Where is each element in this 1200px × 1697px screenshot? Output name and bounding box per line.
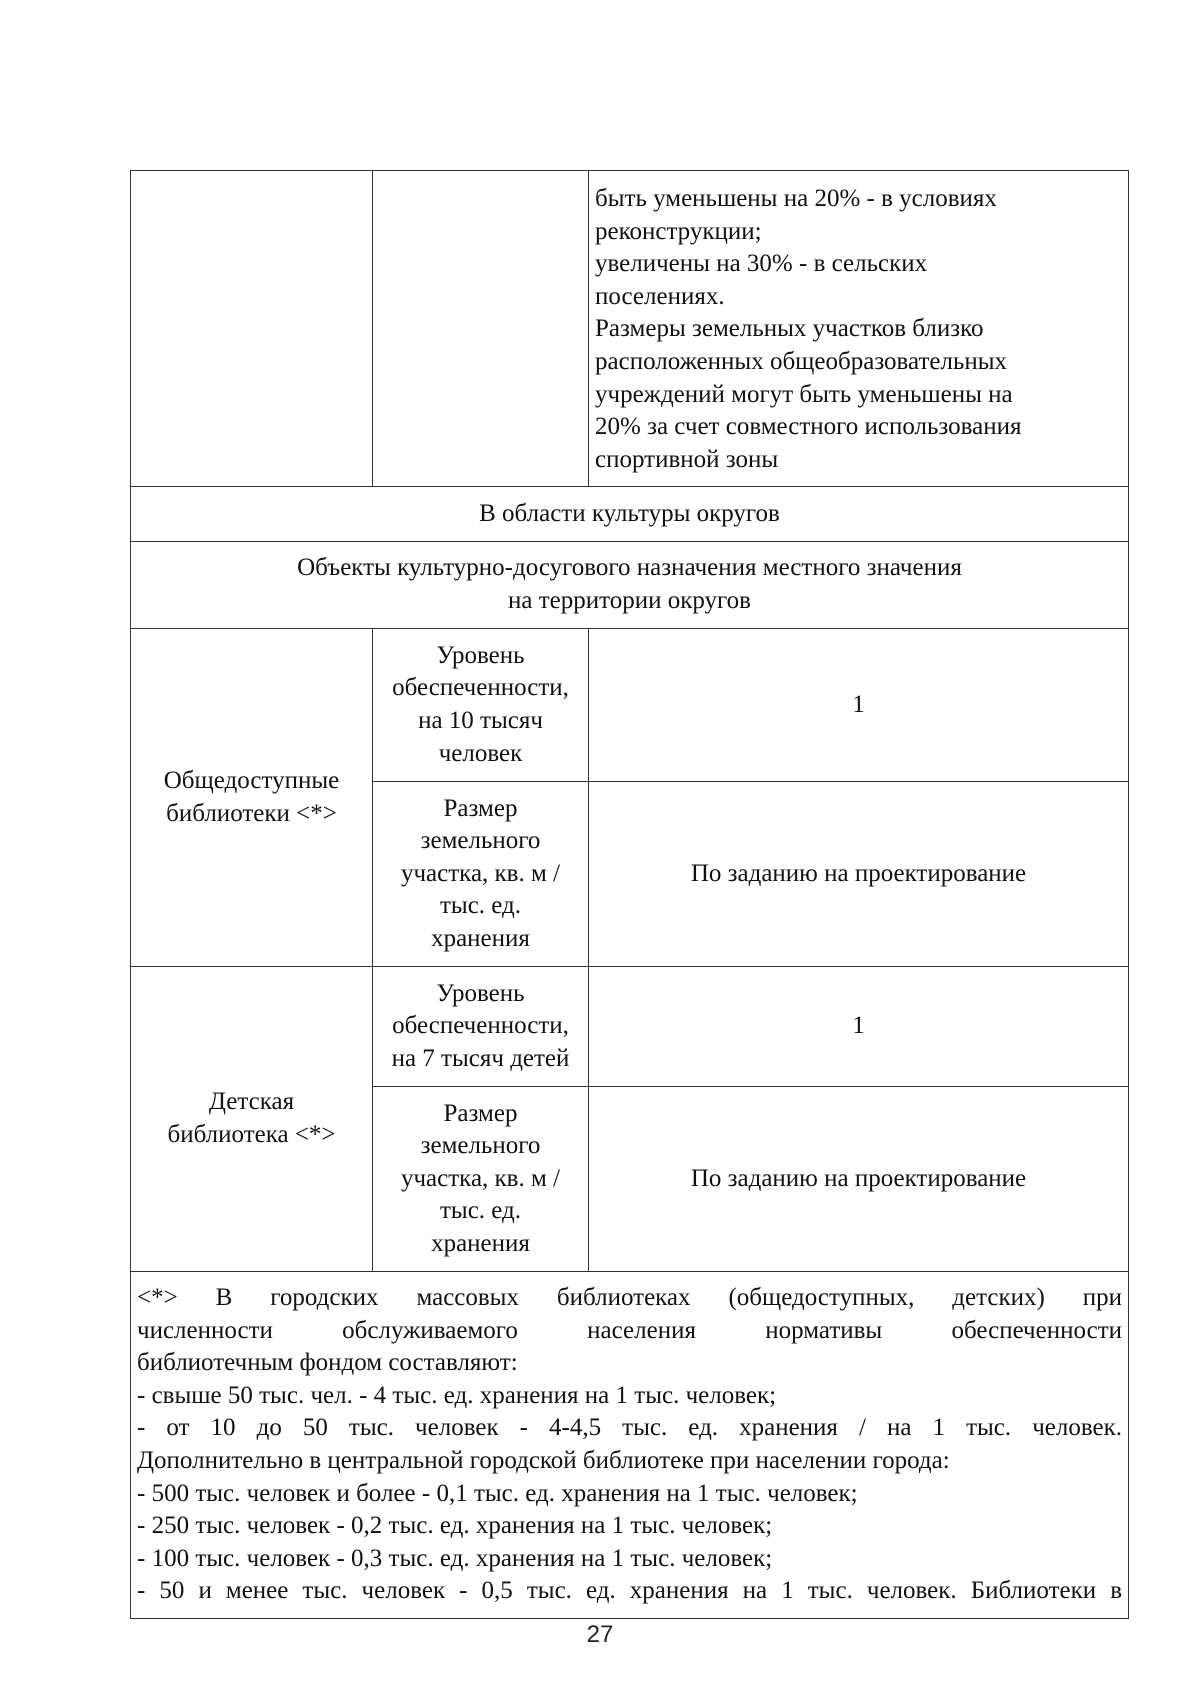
param-line: тыс. ед. (439, 1197, 522, 1225)
children-library-name (131, 967, 373, 1272)
public-library-row-1 (131, 629, 1129, 782)
footnote-line: Дополнительно в центральной городской библиотеке при населении города: (137, 1447, 950, 1474)
continuation-text-cell (589, 171, 1129, 487)
section-heading: В области культуры округов (131, 487, 1129, 542)
footnote-line: численности обслуживаемого населения нормативы обеспеченности (137, 1316, 1122, 1344)
empty-cell (131, 171, 373, 487)
param-line: Уровень (436, 641, 525, 669)
heading-line: на территории округов (508, 587, 751, 614)
text-line: быть уменьшены на 20% - в условиях (595, 185, 997, 212)
public-library-param-provision (373, 629, 589, 782)
text-line: поселениях. (595, 282, 725, 310)
name-line: библиотека <*> (167, 1121, 336, 1148)
param-line: тыс. ед. (439, 892, 522, 920)
subsection-heading-row (131, 542, 1129, 629)
footnote-line: - 250 тыс. человек - 0,2 тыс. ед. хранения на 1 тыс. человек; (137, 1512, 773, 1540)
children-library-param-land (373, 1087, 589, 1272)
param-line: Уровень (436, 979, 525, 1007)
empty-cell (373, 171, 589, 487)
name-line: Общедоступные (163, 766, 340, 794)
param-line: Размер (443, 794, 518, 822)
text-line: Размеры земельных участков близко (595, 315, 984, 343)
footnote-row (131, 1272, 1129, 1619)
param-line: участка, кв. м / (400, 859, 561, 887)
name-line: Детская (208, 1088, 295, 1116)
public-library-value-provision: 1 (589, 629, 1129, 782)
public-library-value-land: По заданию на проектирование (589, 782, 1129, 967)
footnote-line: - свыше 50 тыс. чел. - 4 тыс. ед. хранения на 1 тыс. человек; (137, 1381, 777, 1409)
page-number: 27 (586, 1621, 614, 1648)
subsection-heading (131, 542, 1129, 629)
param-line: на 10 тысяч (418, 707, 543, 734)
norms-table (130, 170, 1129, 1619)
footnote-line: <*> В городских массовых библиотеках (общедоступных, детских) при (137, 1284, 1122, 1312)
text-line: расположенных общеобразовательных (595, 347, 1008, 375)
param-line: земельного (420, 1132, 541, 1160)
param-line: земельного (420, 827, 541, 855)
param-line: участка, кв. м / (400, 1164, 561, 1192)
continuation-row (131, 171, 1129, 487)
children-library-param-provision (373, 967, 589, 1087)
children-library-row-1 (131, 967, 1129, 1087)
text-line: увеличены на 30% - в сельских (595, 250, 928, 278)
footnote-line: библиотечным фондом составляют: (137, 1349, 518, 1377)
public-library-param-land (373, 782, 589, 967)
footnote-line: - 100 тыс. человек - 0,3 тыс. ед. хранения на 1 тыс. человек; (137, 1544, 773, 1572)
param-line: человек (438, 739, 523, 767)
footnote-line: - 500 тыс. человек и более - 0,1 тыс. ед. хранения на 1 тыс. человек; (137, 1479, 858, 1507)
param-line: обеспеченности, (392, 674, 569, 702)
children-library-value-land: По заданию на проектирование (589, 1087, 1129, 1272)
public-library-name (131, 629, 373, 967)
footnote-cell (131, 1272, 1129, 1619)
param-line: на 7 тысяч детей (391, 1044, 570, 1072)
footnote-line: - от 10 до 50 тыс. человек - 4-4,5 тыс. ед. хранения / на 1 тыс. человек. (137, 1414, 1122, 1442)
param-line: хранения (431, 1229, 530, 1257)
param-line: хранения (431, 924, 530, 952)
text-line: спортивной зоны (595, 445, 779, 473)
text-line: реконструкции; (595, 217, 762, 245)
heading-line: Объекты культурно-досугового назначения местного значения (297, 554, 962, 582)
text-line: учреждений могут быть уменьшены на (595, 380, 1013, 408)
name-line: библиотеки <*> (166, 799, 337, 827)
footnote-line: - 50 и менее тыс. человек - 0,5 тыс. ед. хранения на 1 тыс. человек. Библиотеки в (137, 1577, 1122, 1605)
param-line: обеспеченности, (392, 1012, 569, 1040)
param-line: Размер (443, 1099, 518, 1127)
text-line: 20% за счет совместного использования (595, 413, 1022, 441)
section-heading-row (131, 487, 1129, 542)
children-library-value-provision: 1 (589, 967, 1129, 1087)
